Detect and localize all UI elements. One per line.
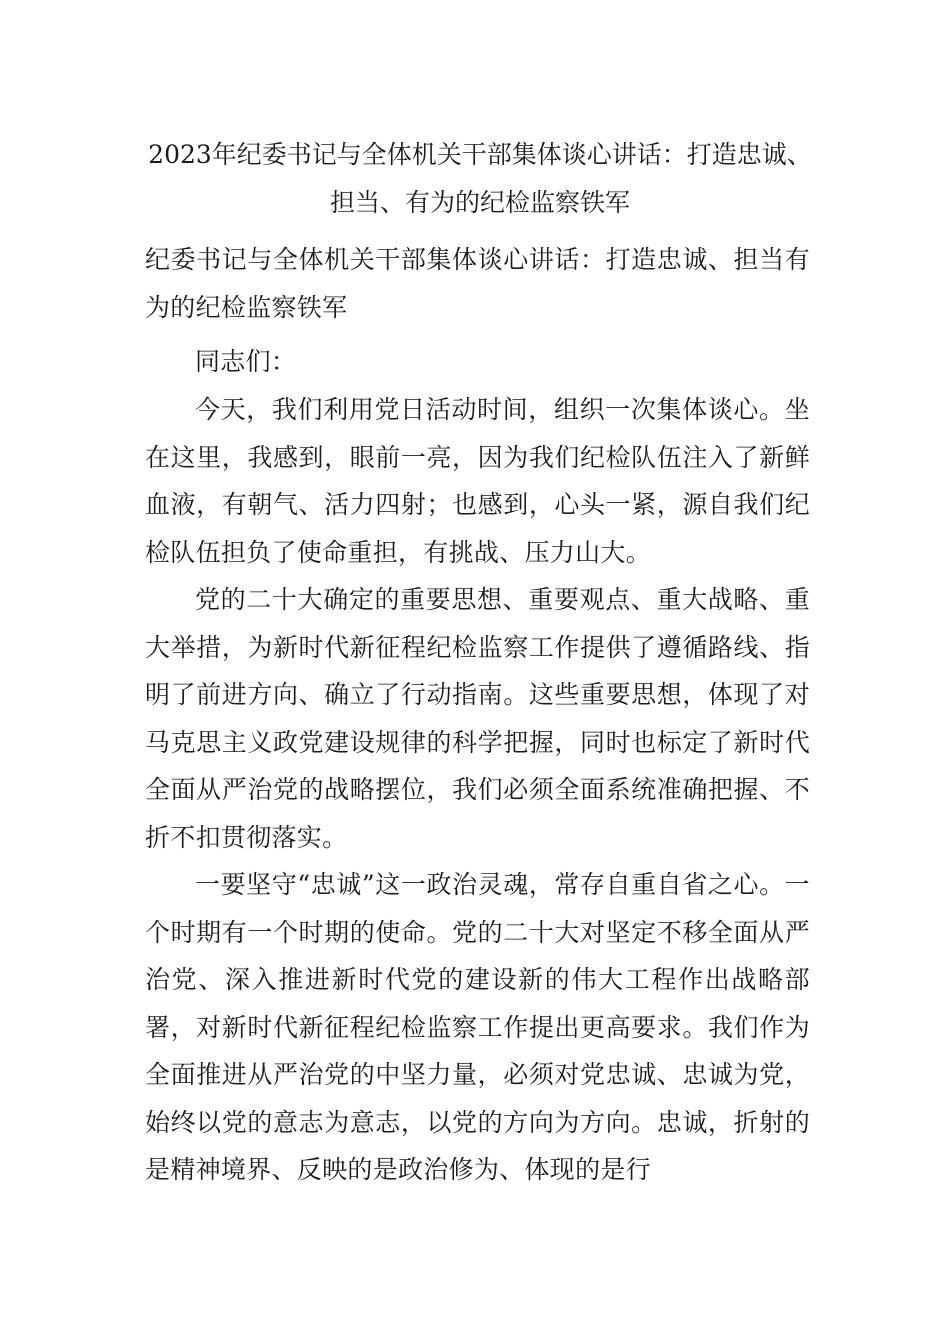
paragraph-2: 党的二十大确定的重要思想、重要观点、重大战略、重大举措，为新时代新征程纪检监察工作提供了遵循路线、指明了前进方向、确立了行动指南。这些重要思想，体现了对马克思主义政党建设规律的科学把握，同时也标定了新时代全面从严治党的战略摆位，我们必须全面系统准确把握、不折不扣贯彻落实。 <box>145 585 810 852</box>
paragraph-3: 一要坚守“忠诚”这一政治灵魂，常存自重自省之心。一个时期有一个时期的使命。党的二十大对坚定不移全面从严治党、深入推进新时代党的建设新的伟大工程作出战略部署，对新时代新征程纪检监察工作提出更高要求。我们作为全面推进从严治党的中坚力量，必须对党忠诚、忠诚为党，始终以党的意志为意志，以党的方向为方向。忠诚，折射的是精神境界、反映的是政治修为、体现的是行 <box>145 870 810 1184</box>
document-title-line-2: 担当、有为的纪检监察铁军 <box>329 188 630 217</box>
salutation <box>145 338 810 386</box>
paragraph-1: 今天，我们利用党日活动时间，组织一次集体谈心。坐在这里，我感到，眼前一亮，因为我们纪检队伍注入了新鲜血液，有朝气、活力四射；也感到，心头一紧，源自我们纪检队伍担负了使命重担，有挑战、压力山大。 <box>145 395 810 567</box>
salutation-text: 同志们： <box>195 347 297 376</box>
document-title-line-1: 2023年纪委书记与全体机关干部集体谈心讲话：打造忠诚、 <box>148 140 812 169</box>
document-subtitle: 纪委书记与全体机关干部集体谈心讲话：打造忠诚、担当有为的纪检监察铁军 <box>145 245 810 322</box>
document-body <box>145 386 810 1194</box>
